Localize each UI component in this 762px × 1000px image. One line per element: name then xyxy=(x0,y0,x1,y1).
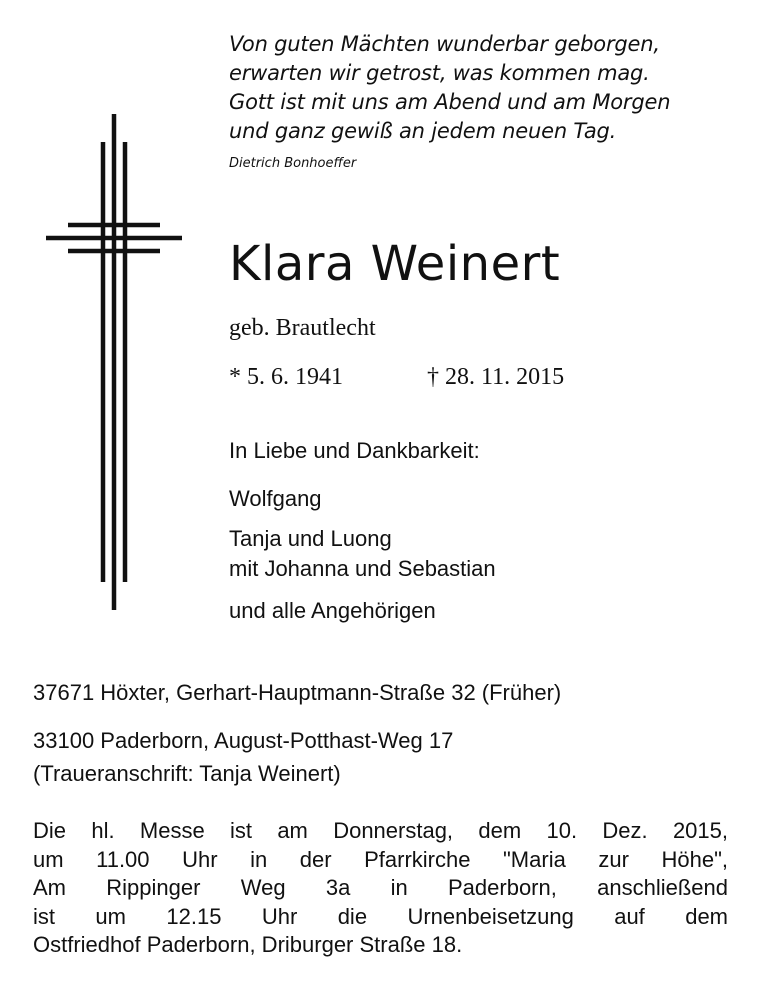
birth-date: * 5. 6. 1941 xyxy=(229,364,343,390)
notice-line: Ostfriedhof Paderborn, Driburger Straße 18. xyxy=(33,932,463,957)
mourning-address: (Traueranschrift: Tanja Weinert) xyxy=(33,761,341,786)
mourner-line: und alle Angehörigen xyxy=(229,598,436,623)
deceased-name: Klara Weinert xyxy=(229,236,561,292)
triple-line-cross-icon xyxy=(44,112,184,612)
mourner-line: Tanja und Luong xyxy=(229,526,392,551)
poem-line: Von guten Mächten wunderbar geborgen, xyxy=(229,32,660,56)
notice-line: Am Rippinger Weg 3a in Paderborn, anschließend xyxy=(33,875,728,900)
poem-line: erwarten wir getrost, was kommen mag. xyxy=(229,61,650,85)
life-dates xyxy=(229,364,565,391)
notice-line: um 11.00 Uhr in der Pfarrkirche "Maria zur Höhe", xyxy=(33,846,728,872)
poem-line: und ganz gewiß an jedem neuen Tag. xyxy=(229,119,617,143)
notice-line: ist um 12.15 Uhr die Urnenbeisetzung auf dem xyxy=(33,903,728,929)
notice-line: Die hl. Messe ist am Donnerstag, dem 10. Dez. 2015, xyxy=(33,818,728,843)
mourners-block xyxy=(229,438,496,624)
current-address: 33100 Paderborn, August-Potthast-Weg 17 xyxy=(33,728,454,753)
death-date: † 28. 11. 2015 xyxy=(427,364,565,390)
former-address: 37671 Höxter, Gerhart-Hauptmann-Straße 32 (Früher) xyxy=(33,680,562,705)
poem-author: Dietrich Bonhoeffer xyxy=(229,156,357,171)
birth-name: geb. Brautlecht xyxy=(229,315,376,341)
mourners-intro: In Liebe und Dankbarkeit: xyxy=(229,438,480,463)
service-notice xyxy=(33,817,728,960)
mourner-line: Wolfgang xyxy=(229,486,322,511)
poem-line: Gott ist mit uns am Abend und am Morgen xyxy=(229,90,671,114)
poem-block xyxy=(229,30,749,171)
mourner-line: mit Johanna und Sebastian xyxy=(229,556,496,581)
